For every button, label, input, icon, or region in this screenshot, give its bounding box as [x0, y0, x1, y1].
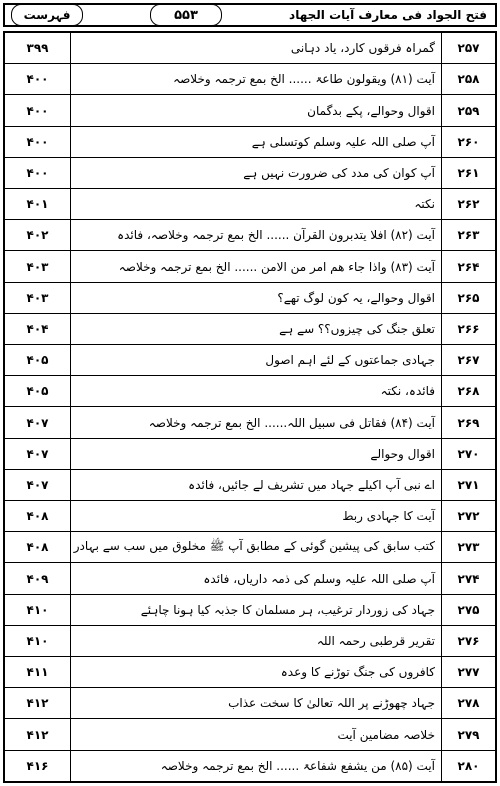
entry-number: ۲۷۲ [441, 501, 495, 531]
toc-row [5, 33, 495, 64]
entry-title: تقریر قرطبی رحمہ اللہ [316, 633, 435, 648]
toc-row [5, 501, 495, 532]
toc-row [5, 251, 495, 282]
entry-page: ۴۰۷ [5, 407, 71, 437]
entry-page: ۴۰۱ [5, 189, 71, 219]
toc-row [5, 470, 495, 501]
entry-title: اے نبی آپ اکیلے جہاد میں تشریف لے جائیں، فائدہ [188, 477, 435, 492]
toc-row [5, 407, 495, 438]
entry-page: ۴۰۰ [5, 158, 71, 188]
toc-row [5, 657, 495, 688]
toc-row [5, 127, 495, 158]
toc-row [5, 314, 495, 345]
entry-number: ۲۷۷ [441, 657, 495, 687]
toc-row [5, 751, 495, 781]
entry-page: ۴۰۰ [5, 64, 71, 94]
entry-number: ۲۶۳ [441, 220, 495, 250]
entry-page: ۴۱۶ [5, 751, 71, 781]
toc-row [5, 719, 495, 750]
entry-title: آیت (۸۴) فقاتل فی سبیل اللہ...... الخ بمع ترجمہ وخلاصہ [148, 415, 435, 430]
toc-row [5, 595, 495, 626]
entry-page: ۴۰۰ [5, 95, 71, 125]
entry-number: ۲۶۲ [441, 189, 495, 219]
entry-number: ۲۶۸ [441, 376, 495, 406]
entry-title: خلاصہ مضامین آیت [337, 727, 435, 742]
entry-title: آپ صلی اللہ علیہ وسلم کوتسلی ہے [251, 134, 435, 149]
entry-title: آیت (۸۳) واذا جاء ھم امر من الامن ...... الخ بمع ترجمہ وخلاصہ [118, 259, 435, 274]
page-number: ۵۵۳ [150, 4, 222, 26]
entry-number: ۲۶۰ [441, 127, 495, 157]
entry-page: ۴۰۰ [5, 127, 71, 157]
entry-page: ۳۹۹ [5, 33, 71, 63]
entry-number: ۲۸۰ [441, 751, 495, 781]
toc-row [5, 95, 495, 126]
entry-title: آیت کا جہادی ربط [342, 509, 435, 524]
entry-title: فائدہ، نکتہ [380, 384, 435, 399]
entry-number: ۲۷۱ [441, 470, 495, 500]
toc-row [5, 189, 495, 220]
toc-row [5, 158, 495, 189]
entry-page: ۴۱۲ [5, 688, 71, 718]
entry-page: ۴۰۳ [5, 251, 71, 281]
toc-row [5, 376, 495, 407]
entry-page: ۴۱۰ [5, 595, 71, 625]
table-of-contents [3, 31, 497, 783]
entry-number: ۲۷۴ [441, 563, 495, 593]
entry-page: ۴۰۷ [5, 470, 71, 500]
entry-number: ۲۵۸ [441, 64, 495, 94]
book-title: فتح الجواد فی معارف آیات الجھاد [289, 8, 487, 22]
entry-title: جہاد چھوڑنے پر اللہ تعالیٰ کا سخت عذاب [228, 696, 435, 711]
entry-title: اقوال وحوالے، یہ کون لوگ تھے؟ [277, 290, 435, 305]
entry-title: جہادی جماعتوں کے لئے اہم اصول [265, 353, 435, 368]
entry-title: اقوال وحوالے، پکے بدگمان [307, 103, 435, 118]
entry-page: ۴۰۷ [5, 439, 71, 469]
entry-page: ۴۰۹ [5, 563, 71, 593]
entry-title: تعلق جنگ کی چیزوں؟؟ سے ہے [279, 321, 435, 336]
entry-page: ۴۱۲ [5, 719, 71, 749]
entry-page: ۴۰۳ [5, 283, 71, 313]
entry-title: کتب سابق کی پیشین گوئی کے مطابق آپ ﷺ مخلوق میں سب سے بہادر [73, 538, 435, 553]
entry-page: ۴۰۵ [5, 376, 71, 406]
entry-page: ۴۱۱ [5, 657, 71, 687]
toc-row [5, 626, 495, 657]
entry-page: ۴۰۵ [5, 345, 71, 375]
toc-row [5, 283, 495, 314]
entry-title: جہاد کی زوردار ترغیب، ہر مسلمان کا جذبہ کیا ہونا چاہئے [140, 602, 435, 617]
entry-number: ۲۵۷ [441, 33, 495, 63]
section-label: فہرست [11, 4, 83, 26]
entry-page: ۴۰۲ [5, 220, 71, 250]
toc-row [5, 345, 495, 376]
entry-title: کافروں کی جنگ توڑنے کا وعدہ [280, 665, 435, 680]
entry-title: نکتہ [414, 197, 435, 212]
entry-number: ۲۵۹ [441, 95, 495, 125]
toc-row [5, 688, 495, 719]
entry-number: ۲۶۹ [441, 407, 495, 437]
toc-row [5, 64, 495, 95]
entry-title: آپ صلی اللہ علیہ وسلم کی ذمہ داریاں، فائدہ [203, 571, 435, 586]
entry-number: ۲۷۸ [441, 688, 495, 718]
entry-number: ۲۶۱ [441, 158, 495, 188]
entry-number: ۲۷۰ [441, 439, 495, 469]
entry-title: آیت (۸۵) من یشفع شفاعۃ ...... الخ بمع ترجمہ وخلاصہ [160, 758, 435, 773]
entry-title: آپ کوان کی مدد کی ضرورت نہیں ہے [243, 165, 435, 180]
toc-row [5, 532, 495, 563]
entry-page: ۴۰۸ [5, 532, 71, 562]
toc-row [5, 220, 495, 251]
entry-number: ۲۶۴ [441, 251, 495, 281]
entry-number: ۲۶۷ [441, 345, 495, 375]
entry-title: آیت (۸۲) افلا یتدبرون القرآن ...... الخ بمع ترجمہ وخلاصہ، فائدہ [117, 228, 435, 243]
entry-number: ۲۶۶ [441, 314, 495, 344]
toc-row [5, 563, 495, 594]
entry-number: ۲۷۳ [441, 532, 495, 562]
entry-title: آیت (۸۱) ویقولون طاعۃ ...... الخ بمع ترجمہ وخلاصہ [173, 72, 435, 87]
entry-title: اقوال وحوالے [370, 446, 435, 461]
entry-number: ۲۷۵ [441, 595, 495, 625]
entry-page: ۴۰۸ [5, 501, 71, 531]
entry-title: گمراہ فرقوں کارد، یاد دہانی [290, 41, 435, 56]
entry-number: ۲۶۵ [441, 283, 495, 313]
toc-row [5, 439, 495, 470]
entry-page: ۴۰۴ [5, 314, 71, 344]
entry-number: ۲۷۹ [441, 719, 495, 749]
entry-number: ۲۷۶ [441, 626, 495, 656]
entry-page: ۴۱۰ [5, 626, 71, 656]
page-header [3, 3, 497, 27]
